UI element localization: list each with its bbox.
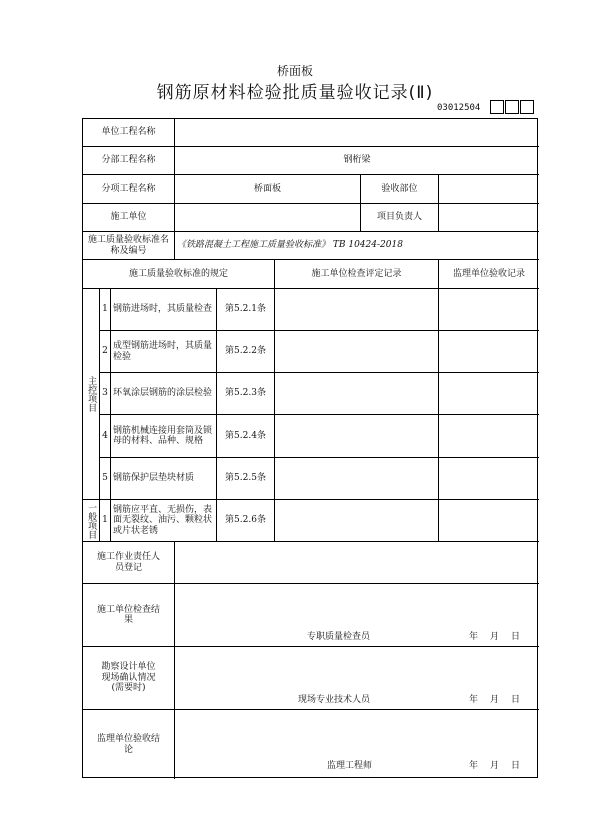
construction-check-cell[interactable] — [275, 415, 439, 458]
division-value[interactable]: 钢桁梁 — [175, 147, 539, 175]
column-header-standard: 施工质量验收标准的规定 — [83, 260, 275, 289]
acceptance-part-label: 验收部位 — [361, 175, 439, 204]
supervision-check-cell[interactable] — [439, 415, 539, 458]
responsible-value[interactable] — [175, 542, 539, 584]
item-description: 钢筋机械连接用套筒及锁母的材料、品种、规格 — [111, 415, 217, 458]
date-day: 日 — [511, 761, 521, 771]
construction-unit-label: 施工单位 — [83, 204, 175, 232]
supervision-check-cell[interactable] — [439, 500, 539, 542]
unit-project-value[interactable] — [175, 119, 539, 147]
item-description: 钢筋应平直、无损伤，表面无裂纹、油污、颗粒状或片状老锈 — [111, 500, 217, 542]
responsible-label: 施工作业责任人员登记 — [83, 542, 175, 584]
item-number: 1 — [100, 500, 111, 542]
item-description: 钢筋进场时，其质量检查 — [111, 289, 217, 331]
construction-signer: 专职质量检查员 — [307, 632, 371, 642]
date-day: 日 — [511, 632, 521, 642]
column-header-construction-check: 施工单位检查评定记录 — [275, 260, 439, 289]
construction-unit-value[interactable] — [175, 204, 361, 232]
code-box[interactable] — [490, 100, 504, 114]
item-description: 钢筋保护层垫块材质 — [111, 458, 217, 500]
subdivision-value[interactable]: 桥面板 — [175, 175, 361, 204]
standard-label: 施工质量验收标准名称及编号 — [83, 232, 175, 260]
design-label-line2: 现场确认情况 — [101, 672, 156, 683]
item-clause: 第5.2.4条 — [217, 415, 275, 458]
acceptance-form — [82, 118, 538, 778]
item-number: 5 — [100, 458, 111, 500]
design-unit-value[interactable] — [175, 647, 539, 710]
item-number: 4 — [100, 415, 111, 458]
item-clause: 第5.2.6条 — [217, 500, 275, 542]
design-unit-label — [83, 647, 175, 710]
supervision-check-cell[interactable] — [439, 289, 539, 331]
code-boxes — [490, 100, 535, 114]
main-control-group-text: 主控项目 — [86, 376, 97, 412]
column-header-supervision-check: 监理单位验收记录 — [439, 260, 539, 289]
acceptance-part-value[interactable] — [439, 175, 539, 204]
item-clause: 第5.2.3条 — [217, 373, 275, 415]
design-label-line3: (需要时) — [111, 683, 146, 694]
standard-value[interactable]: 《铁路混凝土工程施工质量验收标准》 TB 10424-2018 — [175, 232, 539, 260]
form-subtitle: 桥面板 — [276, 64, 313, 78]
date-year: 年 — [469, 695, 479, 705]
construction-result-value[interactable] — [175, 584, 539, 647]
date-month: 月 — [490, 695, 500, 705]
date-year: 年 — [469, 632, 479, 642]
subdivision-label: 分项工程名称 — [83, 175, 175, 204]
item-clause: 第5.2.5条 — [217, 458, 275, 500]
design-label-line1: 勘察设计单位 — [101, 662, 156, 673]
item-number: 2 — [100, 331, 111, 373]
date-month: 月 — [490, 761, 500, 771]
item-description: 成型钢筋进场时，其质量检验 — [111, 331, 217, 373]
item-clause: 第5.2.1条 — [217, 289, 275, 331]
construction-check-cell[interactable] — [275, 289, 439, 331]
code-box[interactable] — [505, 100, 519, 114]
date-year: 年 — [469, 761, 479, 771]
item-clause: 第5.2.2条 — [217, 331, 275, 373]
design-signer: 现场专业技术人员 — [298, 695, 371, 705]
date-day: 日 — [511, 695, 521, 705]
date-month: 月 — [490, 632, 500, 642]
item-number: 1 — [100, 289, 111, 331]
division-label: 分部工程名称 — [83, 147, 175, 175]
general-group-text: 一般项目 — [86, 502, 97, 539]
form-code: 03012504 — [437, 103, 481, 113]
supervision-check-cell[interactable] — [439, 458, 539, 500]
item-number: 3 — [100, 373, 111, 415]
main-control-group-label — [83, 289, 100, 500]
supervision-check-cell[interactable] — [439, 373, 539, 415]
construction-result-label: 施工单位检查结果 — [83, 584, 175, 647]
project-manager-value[interactable] — [439, 204, 539, 232]
form-title: 钢筋原材料检验批质量验收记录(Ⅱ) — [156, 83, 434, 103]
construction-check-cell[interactable] — [275, 373, 439, 415]
supervision-check-cell[interactable] — [439, 331, 539, 373]
supervision-label: 监理单位验收结论 — [83, 710, 175, 779]
construction-check-cell[interactable] — [275, 500, 439, 542]
construction-check-cell[interactable] — [275, 458, 439, 500]
code-box[interactable] — [520, 100, 534, 114]
project-manager-label: 项目负责人 — [361, 204, 439, 232]
item-description: 环氧涂层钢筋的涂层检验 — [111, 373, 217, 415]
unit-project-label: 单位工程名称 — [83, 119, 175, 147]
supervision-value[interactable] — [175, 710, 539, 779]
supervision-signer: 监理工程师 — [327, 761, 373, 771]
construction-check-cell[interactable] — [275, 331, 439, 373]
general-group-label — [83, 500, 100, 542]
